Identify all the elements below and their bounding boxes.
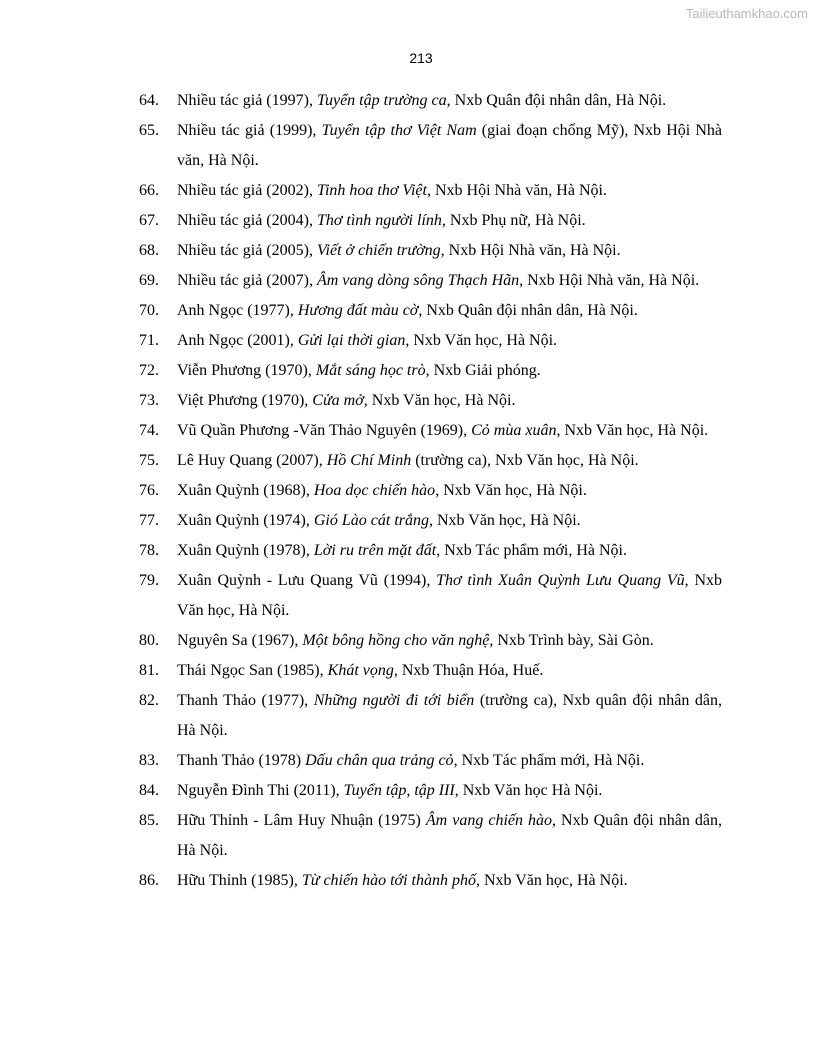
reference-publisher: , Nxb Quân đội nhân dân, Hà Nội. bbox=[446, 92, 667, 109]
reference-title: Một bông hồng cho văn nghệ bbox=[302, 632, 490, 649]
reference-publisher: , Nxb Hội Nhà văn, Hà Nội. bbox=[519, 272, 700, 289]
reference-item bbox=[0, 416, 722, 446]
reference-number: 64. bbox=[139, 92, 159, 109]
reference-title: Cửa mở, bbox=[312, 392, 368, 409]
reference-publisher: (trường ca), Nxb Văn học, Hà Nội. bbox=[411, 452, 639, 469]
reference-item bbox=[0, 536, 722, 566]
reference-item bbox=[0, 386, 722, 416]
reference-text bbox=[177, 536, 722, 566]
reference-title: Khát vọng bbox=[327, 662, 394, 679]
reference-text bbox=[177, 566, 722, 626]
reference-item bbox=[0, 206, 722, 236]
reference-number: 75. bbox=[139, 452, 159, 469]
reference-author-year: Nhiều tác giả (2005), bbox=[177, 242, 317, 259]
reference-author-year: Viễn Phương (1970), bbox=[177, 362, 316, 379]
reference-title: Hương đất màu cờ bbox=[297, 302, 419, 319]
reference-publisher: , Nxb Trình bày, Sài Gòn. bbox=[489, 632, 654, 649]
reference-text bbox=[177, 356, 722, 386]
reference-publisher: , Nxb Văn học, Hà Nội. bbox=[475, 872, 628, 889]
reference-title: Hoa dọc chiến hào bbox=[313, 482, 436, 499]
reference-number: 65. bbox=[139, 122, 159, 139]
reference-text bbox=[177, 116, 722, 176]
reference-item bbox=[0, 566, 722, 626]
reference-author-year: Vũ Quần Phương -Văn Thảo Nguyên (1969), bbox=[177, 422, 472, 439]
reference-publisher: Nxb Văn học, Hà Nội. bbox=[367, 392, 516, 409]
reference-text bbox=[177, 236, 722, 266]
reference-author-year: Xuân Quỳnh - Lưu Quang Vũ (1994), bbox=[177, 572, 437, 589]
reference-number: 71. bbox=[139, 332, 159, 349]
reference-publisher: , Nxb Văn học, Hà Nội. bbox=[556, 422, 709, 439]
reference-item bbox=[0, 506, 722, 536]
reference-title: Dấu chân qua trảng cỏ bbox=[305, 752, 454, 769]
reference-author-year: Nhiều tác giả (1999), bbox=[177, 122, 322, 139]
reference-number: 80. bbox=[139, 632, 159, 649]
reference-publisher: , Nxb Thuận Hóa, Huế. bbox=[393, 662, 544, 679]
reference-item bbox=[0, 296, 722, 326]
reference-number: 66. bbox=[139, 182, 159, 199]
reference-text bbox=[177, 416, 722, 446]
reference-title: Tuyển tập trường ca bbox=[316, 92, 447, 109]
reference-number: 78. bbox=[139, 542, 159, 559]
reference-text bbox=[177, 626, 722, 656]
reference-text bbox=[177, 326, 722, 356]
reference-item bbox=[0, 356, 722, 386]
reference-author-year: Xuân Quỳnh (1974), bbox=[177, 512, 314, 529]
reference-item bbox=[0, 86, 722, 116]
watermark: Tailieuthamkhao.com bbox=[685, 6, 808, 21]
reference-item bbox=[0, 176, 722, 206]
reference-number: 83. bbox=[139, 752, 159, 769]
reference-number: 74. bbox=[139, 422, 159, 439]
reference-author-year: Nguyễn Đình Thi (2011), bbox=[177, 782, 344, 799]
reference-author-year: Nguyên Sa (1967), bbox=[177, 632, 303, 649]
reference-item bbox=[0, 446, 722, 476]
reference-author-year: Xuân Quỳnh (1968), bbox=[177, 482, 314, 499]
reference-author-year: Thái Ngọc San (1985), bbox=[177, 662, 328, 679]
reference-publisher: , Nxb Tác phẩm mới, Hà Nội. bbox=[436, 542, 627, 559]
reference-number: 81. bbox=[139, 662, 159, 679]
reference-publisher: , Nxb Văn học, Hà Nội. bbox=[429, 512, 581, 529]
reference-item bbox=[0, 236, 722, 266]
reference-title: Thơ tình Xuân Quỳnh Lưu Quang Vũ bbox=[436, 572, 685, 589]
reference-title: Những người đi tới biển bbox=[313, 692, 475, 709]
reference-title: Thơ tình người lính bbox=[316, 212, 442, 229]
reference-item bbox=[0, 626, 722, 656]
reference-text bbox=[177, 476, 722, 506]
reference-title: Tuyển tập, tập III bbox=[343, 782, 455, 799]
reference-title: Âm vang dòng sông Thạch Hãn bbox=[316, 272, 520, 289]
reference-author-year: Xuân Quỳnh (1978), bbox=[177, 542, 314, 559]
reference-author-year: Việt Phương (1970), bbox=[177, 392, 313, 409]
reference-author-year: Lê Huy Quang (2007), bbox=[177, 452, 327, 469]
reference-author-year: Anh Ngọc (2001), bbox=[177, 332, 298, 349]
reference-number: 68. bbox=[139, 242, 159, 259]
reference-text bbox=[177, 446, 722, 476]
reference-title: Gửi lại thời gian bbox=[297, 332, 406, 349]
reference-text bbox=[177, 746, 722, 776]
reference-author-year: Nhiều tác giả (1997), bbox=[177, 92, 317, 109]
reference-author-year: Nhiều tác giả (2004), bbox=[177, 212, 317, 229]
reference-number: 73. bbox=[139, 392, 159, 409]
reference-item bbox=[0, 746, 722, 776]
reference-text bbox=[177, 806, 722, 866]
reference-author-year: Thanh Thảo (1978) bbox=[177, 752, 306, 769]
reference-author-year: Nhiều tác giả (2002), bbox=[177, 182, 317, 199]
reference-number: 84. bbox=[139, 782, 159, 799]
reference-item bbox=[0, 326, 722, 356]
reference-publisher: , Nxb Quân đội nhân dân, Hà Nội. bbox=[418, 302, 638, 319]
reference-text bbox=[177, 176, 722, 206]
reference-publisher: , Nxb Phụ nữ, Hà Nội. bbox=[441, 212, 586, 229]
reference-title: Âm vang chiến hào bbox=[425, 812, 553, 829]
reference-title: Mắt sáng học trò bbox=[315, 362, 426, 379]
reference-title: Hồ Chí Minh bbox=[326, 452, 412, 469]
reference-item bbox=[0, 686, 722, 746]
reference-author-year: Anh Ngọc (1977), bbox=[177, 302, 298, 319]
reference-number: 76. bbox=[139, 482, 159, 499]
reference-title: Tinh hoa thơ Việt bbox=[316, 182, 427, 199]
reference-number: 67. bbox=[139, 212, 159, 229]
reference-publisher: (trường ca), Nxb quân đội nhân dân, Hà Nội. bbox=[177, 692, 723, 739]
reference-publisher: , Nxb Quân đội nhân dân, Hà Nội. bbox=[177, 812, 723, 859]
reference-item bbox=[0, 776, 722, 806]
reference-text bbox=[177, 296, 722, 326]
reference-item bbox=[0, 656, 722, 686]
reference-item bbox=[0, 476, 722, 506]
reference-text bbox=[177, 776, 722, 806]
reference-number: 85. bbox=[139, 812, 159, 829]
reference-number: 86. bbox=[139, 872, 159, 889]
reference-author-year: Thanh Thảo (1977), bbox=[177, 692, 314, 709]
reference-text bbox=[177, 656, 722, 686]
page-number: 213 bbox=[409, 50, 433, 66]
reference-item bbox=[0, 806, 722, 866]
reference-publisher: (giai đoạn chống Mỹ), Nxb Hội Nhà văn, Hà Nội. bbox=[177, 122, 723, 169]
reference-publisher: , Nxb Hội Nhà văn, Hà Nội. bbox=[440, 242, 621, 259]
reference-text bbox=[177, 386, 722, 416]
reference-text bbox=[177, 206, 722, 236]
reference-author-year: Hữu Thỉnh (1985), bbox=[177, 872, 302, 889]
reference-publisher: , Nxb Văn học, Hà Nội. bbox=[177, 572, 722, 619]
reference-title: Gió Lào cát trắng bbox=[313, 512, 429, 529]
reference-publisher: , Nxb Tác phẩm mới, Hà Nội. bbox=[453, 752, 645, 769]
reference-title: Lời ru trên mặt đất bbox=[313, 542, 437, 559]
reference-number: 69. bbox=[139, 272, 159, 289]
reference-publisher: , Nxb Văn học, Hà Nội. bbox=[435, 482, 587, 499]
reference-title: Từ chiến hào tới thành phố bbox=[301, 872, 476, 889]
reference-publisher: , Nxb Giải phóng. bbox=[425, 362, 541, 379]
reference-item bbox=[0, 866, 722, 896]
reference-number: 77. bbox=[139, 512, 159, 529]
reference-publisher: , Nxb Văn học, Hà Nội. bbox=[405, 332, 558, 349]
reference-item bbox=[0, 266, 722, 296]
reference-author-year: Nhiều tác giả (2007), bbox=[177, 272, 317, 289]
reference-number: 79. bbox=[139, 572, 159, 589]
reference-text bbox=[177, 686, 722, 746]
reference-title: Cỏ mùa xuân bbox=[471, 422, 557, 439]
reference-list bbox=[0, 86, 816, 896]
reference-publisher: , Nxb Văn học Hà Nội. bbox=[454, 782, 603, 799]
reference-author-year: Hữu Thỉnh - Lâm Huy Nhuận (1975) bbox=[177, 812, 426, 829]
reference-number: 70. bbox=[139, 302, 159, 319]
reference-text bbox=[177, 866, 722, 896]
reference-item bbox=[0, 116, 722, 176]
reference-number: 72. bbox=[139, 362, 159, 379]
reference-publisher: , Nxb Hội Nhà văn, Hà Nội. bbox=[426, 182, 607, 199]
reference-text bbox=[177, 86, 722, 116]
reference-text bbox=[177, 266, 722, 296]
reference-title: Viết ở chiến trường bbox=[316, 242, 441, 259]
reference-title: Tuyển tập thơ Việt Nam bbox=[321, 122, 477, 139]
reference-number: 82. bbox=[139, 692, 159, 709]
reference-text bbox=[177, 506, 722, 536]
